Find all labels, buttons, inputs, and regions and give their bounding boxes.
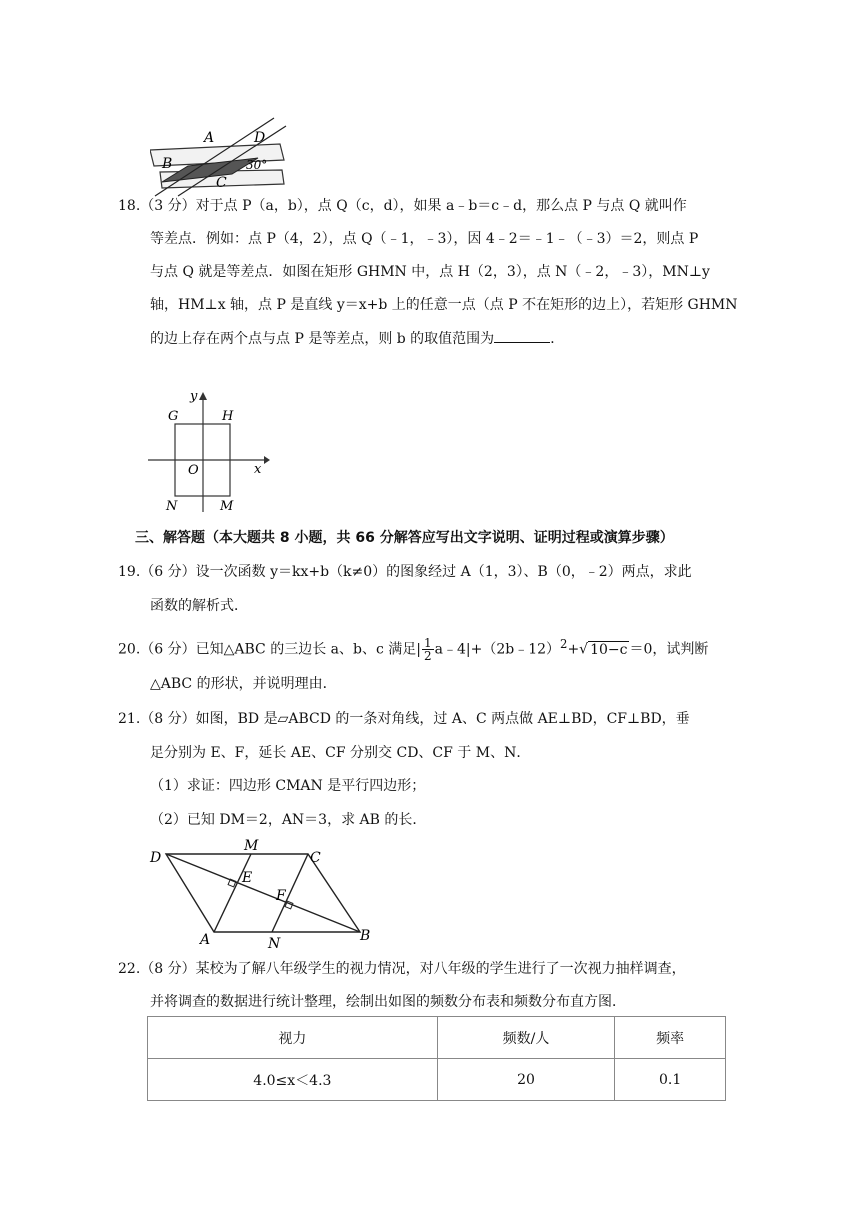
q21-figure xyxy=(148,836,378,950)
q19-line-1: 19.（6 分）设一次函数 y＝kx+b（k≠0）的图象经过 A（1，3）、B（0，﹣2）两点，求此 xyxy=(118,564,692,580)
fig18-label-m: M xyxy=(220,499,234,514)
fig21-label-d: D xyxy=(150,850,162,866)
q21-line-2: 足分别为 E、F，延长 AE、CF 分别交 CD、CF 于 M、N． xyxy=(150,745,531,761)
fig17-angle-label: 30° xyxy=(246,158,268,172)
table-cell: 20 xyxy=(437,1059,615,1101)
fig18-label-h: H xyxy=(222,409,234,424)
table-cell: 0.1 xyxy=(615,1059,726,1101)
section-3-heading: 三、解答题（本大题共 8 小题，共 66 分解答应写出文字说明、证明过程或演算步骤） xyxy=(135,530,674,546)
fig17-label-c: C xyxy=(216,175,227,191)
q22-line-2: 并将调查的数据进行统计整理，绘制出如图的频数分布表和频数分布直方图． xyxy=(150,994,626,1010)
q20-line-2: △ABC 的形状，并说明理由． xyxy=(150,676,337,692)
fraction-half xyxy=(422,637,434,662)
q21-line-1: 21.（8 分）如图，BD 是▱ABCD 的一条对角线，过 A、C 两点做 AE⊥BD，CF⊥BD，垂 xyxy=(118,711,690,727)
x-axis-label: x xyxy=(254,462,262,477)
frequency-table xyxy=(147,1016,726,1101)
q18-line-4: 轴，HM⊥x 轴，点 P 是直线 y＝x+b 上的任意一点（点 P 不在矩形的边上），若矩形 GHMN xyxy=(150,297,738,313)
y-axis-label: y xyxy=(190,389,198,404)
q20-plus: + xyxy=(567,641,580,658)
fig21-label-c: C xyxy=(310,850,321,866)
fig18-label-n: N xyxy=(166,499,178,514)
answer-blank xyxy=(494,328,550,343)
sqrt-icon: √ xyxy=(579,641,589,658)
fig18-label-g: G xyxy=(168,409,179,424)
q18-figure xyxy=(146,388,270,514)
q18-line-5-text: 的边上存在两个点与点 P 是等差点，则 b 的取值范围为 xyxy=(150,331,495,347)
fig21-label-b: B xyxy=(360,928,371,944)
q21-part-2: （2）已知 DM＝2，AN＝3，求 AB 的长． xyxy=(150,812,427,828)
q18-line-2: 等差点．例如：点 P（4，2），点 Q（﹣1，﹣3），因 4﹣2＝﹣1﹣（﹣3）＝2，则点 P xyxy=(150,231,699,247)
fig17-label-d: D xyxy=(254,130,266,146)
fig21-label-e: E xyxy=(242,870,253,886)
exponent: 2 xyxy=(560,637,568,651)
table-row xyxy=(148,1059,726,1101)
q20-text-c: ＝0，试判断 xyxy=(629,641,709,658)
fig18-label-o: O xyxy=(188,463,199,478)
table-header: 频数/人 xyxy=(437,1017,615,1059)
q17-figure xyxy=(150,112,290,202)
table-header: 视力 xyxy=(148,1017,438,1059)
q22-line-1: 22.（8 分）某校为了解八年级学生的视力情况，对八年级的学生进行了一次视力抽样调查， xyxy=(118,961,686,977)
fraction-denominator: 2 xyxy=(423,649,432,664)
q20-text-b: a﹣4|+（2b﹣12） xyxy=(434,641,561,658)
table-header: 频率 xyxy=(615,1017,726,1059)
fig17-label-a: A xyxy=(204,130,215,146)
q18-line-3: 与点 Q 就是等差点．如图在矩形 GHMN 中，点 H（2，3），点 N（﹣2，﹣3），MN⊥y xyxy=(150,264,710,280)
q19-line-2: 函数的解析式． xyxy=(150,598,248,614)
q18-line-5-end: ． xyxy=(550,331,565,347)
q20-line-1 xyxy=(118,634,708,662)
fig21-label-a: A xyxy=(200,932,211,948)
table-cell: 4.0≤x＜4.3 xyxy=(148,1059,438,1101)
q21-part-1: （1）求证：四边形 CMAN 是平行四边形； xyxy=(150,778,426,794)
table-header-row xyxy=(148,1017,726,1059)
fig21-label-f: F xyxy=(276,888,286,904)
q18-line-5 xyxy=(150,328,564,349)
fraction-numerator: 1 xyxy=(423,636,432,651)
sqrt-radicand: 10−c xyxy=(590,641,628,658)
fig21-label-n: N xyxy=(268,936,281,950)
q18-line-1: 18.（3 分）对于点 P（a，b），点 Q（c，d），如果 a﹣b＝c﹣d，那么点 P 与点 Q 就叫作 xyxy=(118,198,687,214)
fig17-label-b: B xyxy=(162,156,173,172)
fig21-label-m: M xyxy=(244,838,259,854)
q20-text-a: 20.（6 分）已知△ABC 的三边长 a、b、c 满足| xyxy=(118,641,421,658)
